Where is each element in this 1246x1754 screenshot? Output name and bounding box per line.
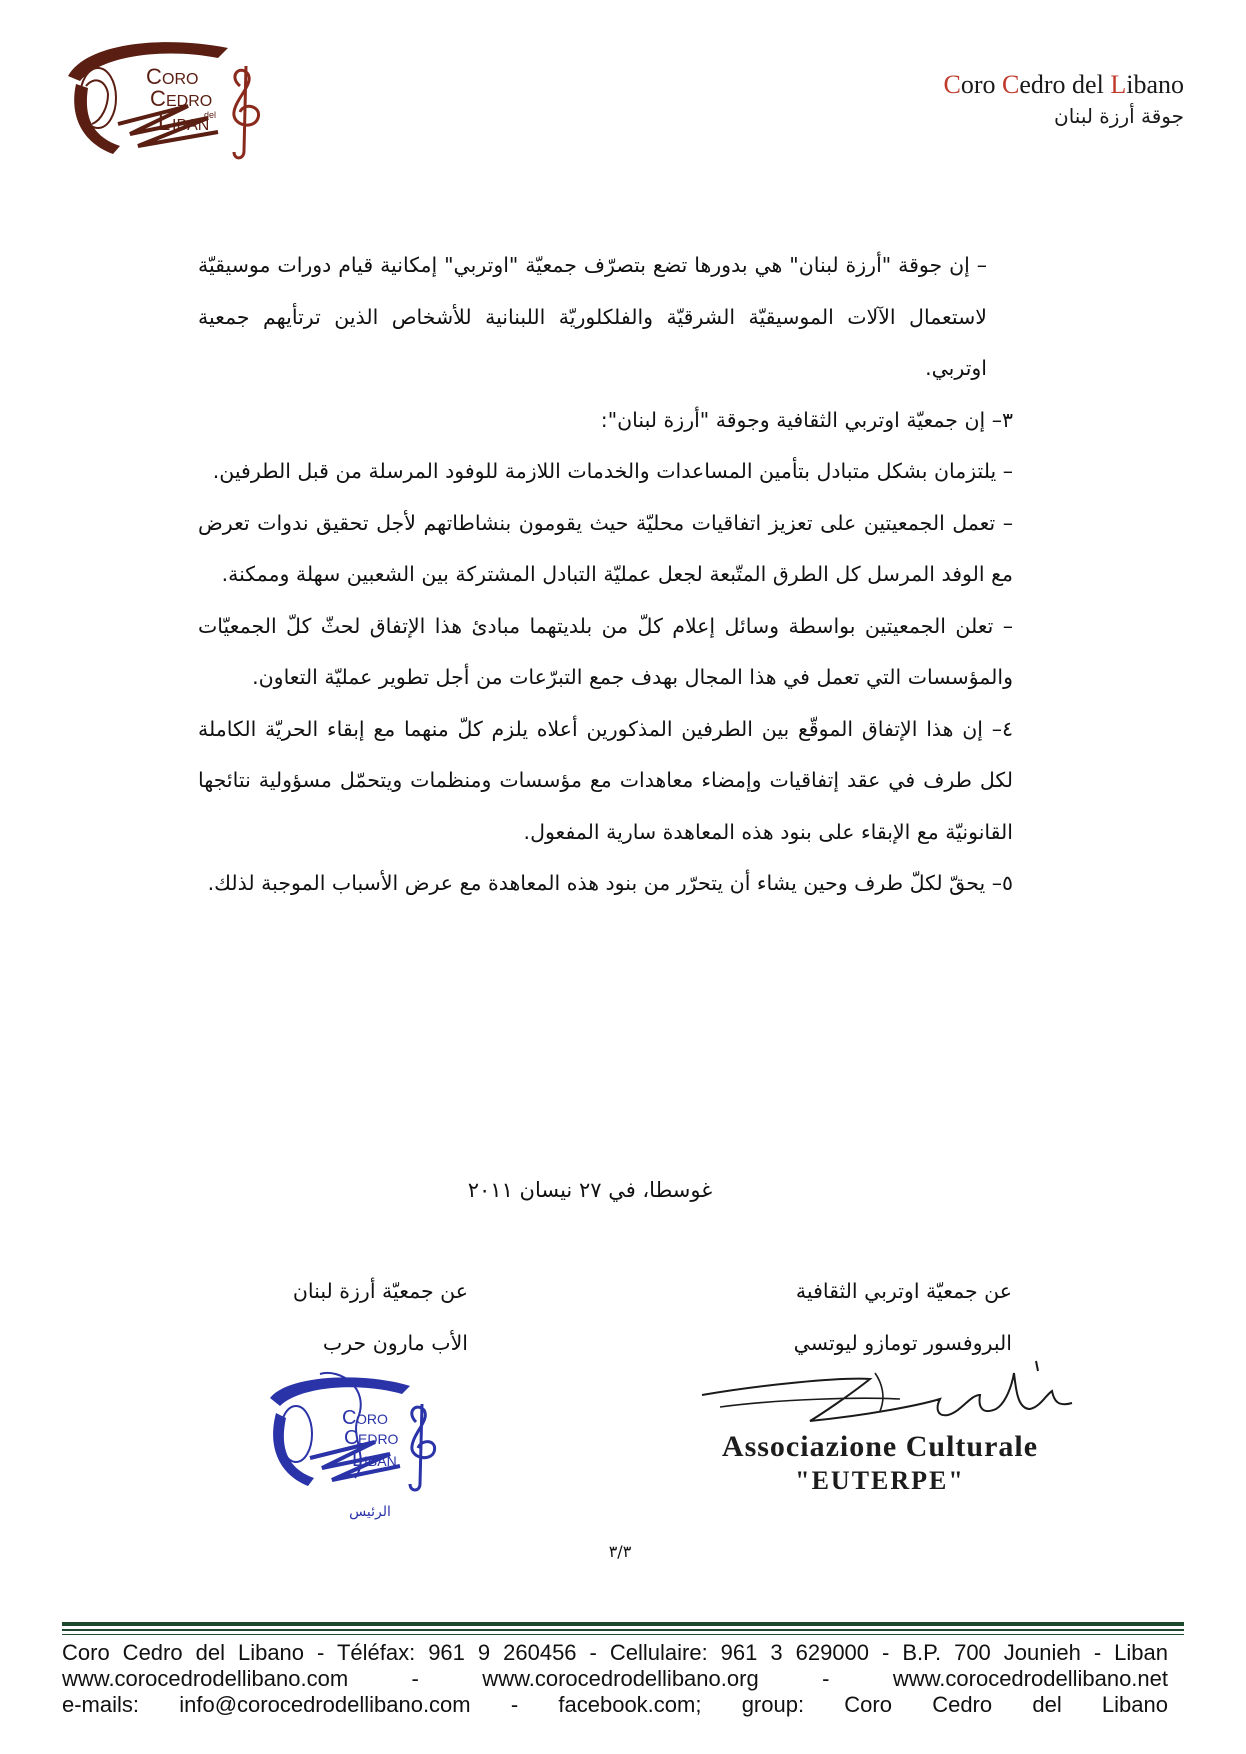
- stamp-text-edro: EDRO: [358, 1431, 399, 1447]
- association-name: Associazione Culturale: [721, 1430, 1039, 1463]
- org-name-latin: Coro Cedro del Libano: [943, 70, 1184, 99]
- stamp-text-oro: ORO: [356, 1411, 388, 1427]
- footer-rule: [62, 1634, 1184, 1635]
- signatory-right-name: البروفسور تومازو ليوتسي: [793, 1331, 1012, 1355]
- footer-rule: [62, 1629, 1184, 1631]
- svg-text:C: C: [344, 1427, 359, 1449]
- handwritten-signature: [700, 1355, 1080, 1435]
- svg-text:C: C: [342, 1407, 357, 1429]
- footer-websites-line: www.corocedrodellibano.com - www.corocedrodellibano.org - www.corocedrodellibano.net: [62, 1666, 1168, 1691]
- header-org: [943, 70, 1184, 128]
- paragraph-mutual-assistance: – يلتزمان بشكل متبادل بتأمين المساعدات والخدمات اللازمة للوفود المرسلة من قبل الطرفين.: [212, 459, 1013, 483]
- logo-text-del: del: [204, 110, 217, 120]
- stamp-text-iban: IBAN: [364, 1453, 397, 1469]
- svg-text:C: C: [146, 64, 162, 89]
- association-euterpe: "EUTERPE": [795, 1466, 965, 1495]
- paragraph-media-announcement: – تعلن الجمعيتين بواسطة وسائل إعلام كلّ من بلديتهما مبادئ هذا الإتفاق لحثّ كلّ الجمعيّات والمؤسسات التي تعمل في هذا المجال بهدف جمع التبرّعات من أجل تطوير عمليّة التعاون.: [198, 613, 1013, 689]
- paragraph-choir-courses: – إن جوقة "أرزة لبنان" هي بدورها تضع بتصرّف جمعيّة "اوتربي" إمكانية قيام دورات موسيقيّة لاستعمال الآلات الموسيقيّة الشرقيّة والفلكلوريّة اللبنانية للأشخاص الذين ترتأيهم جمعية اوتربي.: [198, 253, 987, 380]
- page-number: ٣/٣: [608, 1542, 632, 1561]
- signatory-left: [228, 1265, 468, 1369]
- signatory-left-org: عن جمعيّة أرزة لبنان: [292, 1279, 468, 1303]
- footer-rule: [62, 1622, 1184, 1626]
- footer-emails-line: e-mails: info@corocedrodellibano.com - facebook.com; group: Coro Cedro del Libano: [62, 1692, 1168, 1717]
- signatory-right: [720, 1265, 1012, 1369]
- date-line: غوسطا، في ٢٧ نيسان ٢٠١١: [467, 1178, 713, 1202]
- logo-text-iban: IBAN: [172, 117, 210, 134]
- svg-text:C: C: [150, 86, 166, 111]
- paragraph-local-agreements: – تعمل الجمعيتين على تعزيز اتفاقيات محليّة حيث يقومون بنشاطاتهم لأجل تحقيق ندوات تعرض مع الوفد المرسل كل الطرق المتّبعة لجعل عمليّة التبادل المشتركة بين الشعبين سهلة وممكنة.: [198, 510, 1013, 586]
- clause-3-heading: ٣– إن جمعيّة اوتربي الثقافية وجوقة "أرزة لبنان":: [600, 407, 1013, 432]
- org-name-arabic: جوقة أرزة لبنان: [1054, 104, 1184, 128]
- svg-text:L: L: [352, 1449, 364, 1471]
- signatory-left-name: الأب مارون حرب: [322, 1331, 468, 1355]
- footer: [62, 1640, 1168, 1718]
- association-stamp: [700, 1430, 1060, 1496]
- choir-stamp: [250, 1368, 470, 1528]
- logo-text-oro: ORO: [162, 71, 199, 88]
- logo-text-edro: EDRO: [166, 93, 213, 110]
- svg-text:L: L: [158, 110, 171, 135]
- clause-4: ٤– إن هذا الإتفاق الموقّع بين الطرفين المذكورين أعلاه يلزم كلّ منهما مع إبقاء الحريّة الكاملة لكل طرف في عقد إتفاقيات وإمضاء معاهدات مع مؤسسات ومنظمات ويتحمّل مسؤولية نتائجها القانونيّة مع الإبقاء على بنود هذه المعاهدة سارية المفعول.: [198, 716, 1013, 844]
- stamp-text-president: الرئيس: [349, 1504, 391, 1520]
- footer-contact-line: Coro Cedro del Libano - Téléfax: 961 9 260456 - Cellulaire: 961 3 629000 - B.P. 700 Jounieh - Liban: [62, 1640, 1168, 1665]
- clause-5: ٥– يحقّ لكلّ طرف وحين يشاء أن يتحرّر من بنود هذه المعاهدة مع عرض الأسباب الموجبة لذلك.: [207, 871, 1013, 895]
- choir-logo: [58, 36, 278, 166]
- document-body: [198, 240, 1013, 910]
- signatory-right-org: عن جمعيّة اوتربي الثقافية: [795, 1279, 1012, 1303]
